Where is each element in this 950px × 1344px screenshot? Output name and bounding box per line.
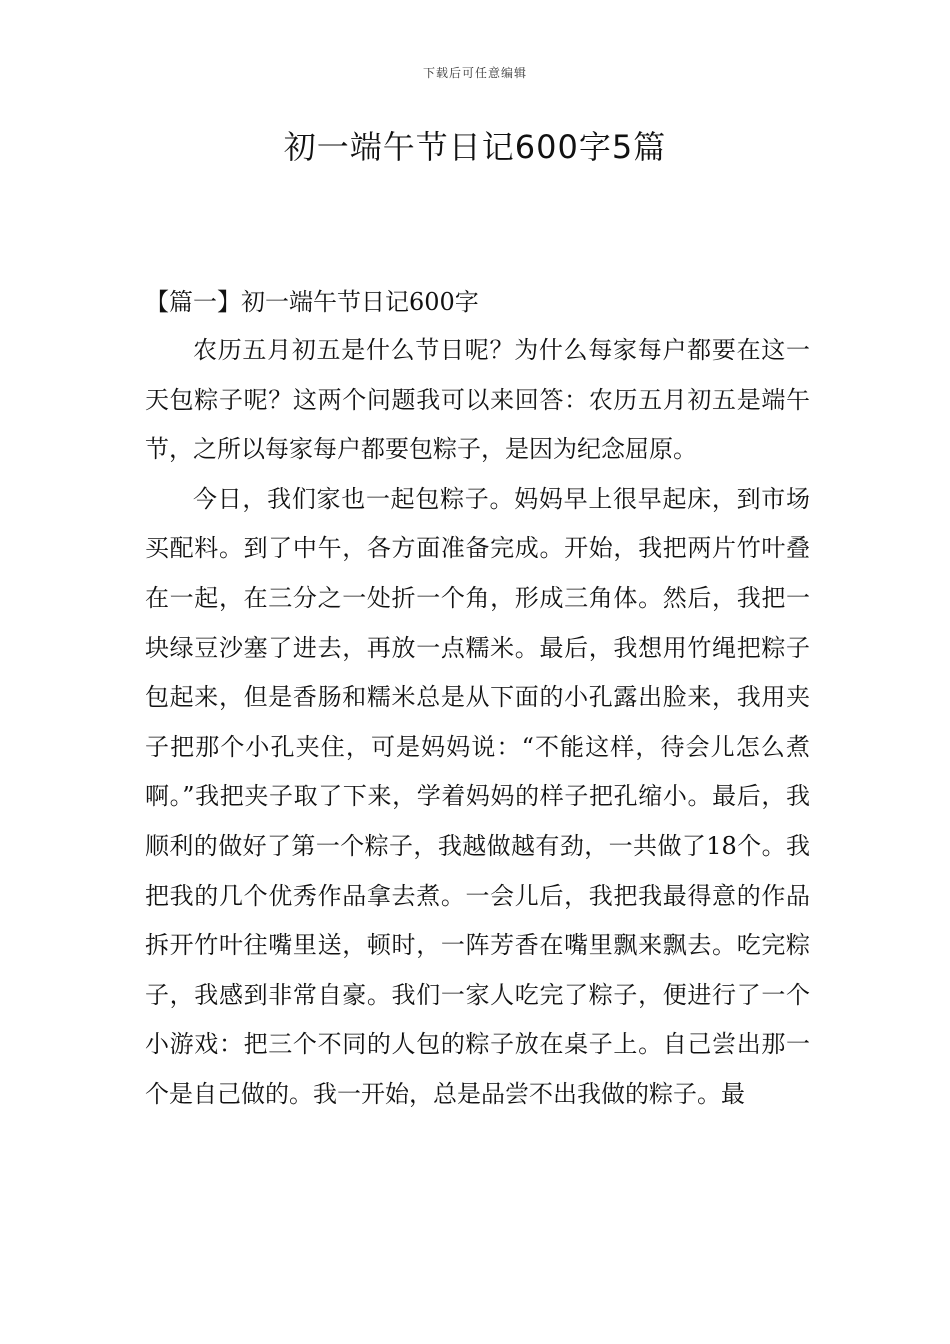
paragraph-2: 今日，我们家也一起包粽子。妈妈早上很早起床，到市场买配料。到了中午，各方面准备完成。开始，我把两片竹叶叠在一起，在三分之一处折一个角，形成三角体。然后，我把一块绿豆沙塞了进去，再放一点糯米。最后，我想用竹绳把粽子包起来，但是香肠和糯米总是从下面的小孔露出脸来，我用夹子把那个小孔夹住，可是妈妈说：“不能这样，待会儿怎么煮啊。”我把夹子取了下来，学着妈妈的样子把孔缩小。最后，我顺利的做好了第一个粽子，我越做越有劲，一共做了18个。我把我的几个优秀作品拿去煮。一会儿后，我把我最得意的作品拆开竹叶往嘴里送，顿时，一阵芳香在嘴里飘来飘去。吃完粽子，我感到非常自豪。我们一家人吃完了粽子，便进行了一个小游戏：把三个不同的人包的粽子放在桌子上。自己尝出那一个是自己做的。我一开始，总是品尝不出我做的粽子。最	[145, 484, 810, 1108]
paragraph-1: 农历五月初五是什么节日呢？为什么每家每户都要在这一天包粽子呢？这两个问题我可以来回答：农历五月初五是端午节，之所以每家每户都要包粽子，是因为纪念屈原。	[145, 336, 810, 464]
header-note: 下载后可任意编辑	[422, 66, 527, 80]
section-heading: 【篇一】初一端午节日记600字	[145, 288, 479, 316]
article-body	[145, 278, 810, 1120]
document-title: 初一端午节日记600字5篇	[283, 128, 667, 166]
